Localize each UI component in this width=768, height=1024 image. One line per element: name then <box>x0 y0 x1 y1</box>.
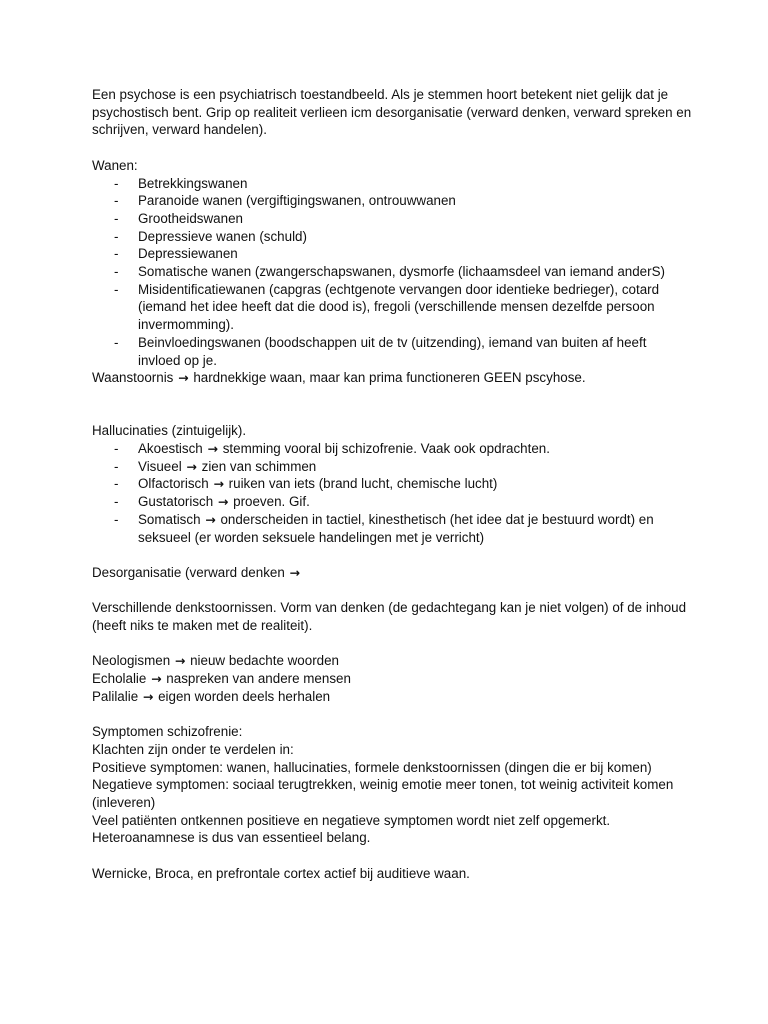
list-item <box>92 192 692 210</box>
term: Akoestisch <box>138 441 203 457</box>
arrow-right-icon: → <box>217 494 229 510</box>
arrow-right-icon: → <box>186 458 197 474</box>
symptomen-line: Negatieve symptomen: sociaal terugtrekken, weinig emotie meer tonen, tot weinig activiteit komen (inleveren) <box>92 777 674 811</box>
desorganisatie-heading <box>92 564 692 582</box>
hallucinaties-list <box>92 440 692 546</box>
term-description: proeven. Gif. <box>233 494 310 510</box>
list-item <box>92 281 692 334</box>
closing-line: Wernicke, Broca, en prefrontale cortex actief bij auditieve waan. <box>92 865 470 881</box>
term-line <box>92 688 692 706</box>
term: Echolalie <box>92 671 147 687</box>
term: Neologismen <box>92 653 171 669</box>
bullet: - <box>114 511 119 527</box>
list-item-text: Misidentificatiewanen (capgras (echtgenote vervangen door identieke bedrieger), cotard (iemand het idee heeft dat die dood is), fregoli (verschillende mensen dezelfde persoon invermomming). <box>138 281 660 333</box>
hallucinaties-heading: Hallucinaties (zintuigelijk). <box>92 423 247 439</box>
list-item <box>92 493 692 511</box>
list-item <box>92 440 692 458</box>
term-description: hardnekkige waan, maar kan prima functioneren GEEN pscyhose. <box>193 370 586 386</box>
list-item <box>92 475 692 493</box>
bullet: - <box>114 476 119 492</box>
intro-paragraph: Een psychose is een psychiatrisch toestandbeeld. Als je stemmen hoort betekent niet gelijk dat je psychostisch bent. Grip op realiteit verlieen icm desorganisatie (verward denken, verward spreken en schrijven, verward handelen). <box>92 87 692 138</box>
bullet: - <box>114 175 119 191</box>
spacer <box>92 546 692 564</box>
list-item-text: Depressieve wanen (schuld) <box>138 228 307 244</box>
term-description: eigen worden deels herhalen <box>158 688 331 704</box>
spacer <box>92 847 692 865</box>
list-item-text: Beinvloedingswanen (boodschappen uit de tv (uitzending), iemand van buiten af heeft invloed op je. <box>138 334 647 368</box>
list-item <box>92 511 692 546</box>
symptomen-line: Klachten zijn onder te verdelen in: <box>92 741 294 757</box>
term-line <box>92 652 692 670</box>
bullet: - <box>114 264 119 280</box>
term: Olfactorisch <box>138 476 209 492</box>
term-description: onderscheiden in tactiel, kinesthetisch (het idee dat je bestuurd wordt) en seksueel (er worden seksuele handelingen met je verricht) <box>138 511 654 545</box>
wanen-list <box>92 175 692 370</box>
spacer <box>92 635 692 653</box>
list-item-text: Somatische wanen (zwangerschapswanen, dysmorfe (lichaamsdeel van iemand anderS) <box>138 264 665 280</box>
bullet: - <box>114 441 119 457</box>
heading-text: Desorganisatie (verward denken <box>92 564 285 580</box>
symptomen-line: Heteroanamnese is dus van essentieel belang. <box>92 830 371 846</box>
denkstoornissen-paragraph: Verschillende denkstoornissen. Vorm van denken (de gedachtegang kan je niet volgen) of de inhoud (heeft niks te maken met de realiteit). <box>92 600 687 634</box>
bullet: - <box>114 210 119 226</box>
list-item <box>92 210 692 228</box>
arrow-right-icon: → <box>178 370 189 386</box>
arrow-right-icon: → <box>207 441 218 457</box>
list-item <box>92 334 692 369</box>
arrow-right-icon: → <box>174 653 186 669</box>
waanstoornis-line <box>92 369 692 387</box>
term: Somatisch <box>138 511 201 527</box>
term: Palilalie <box>92 688 139 704</box>
term: Waanstoornis <box>92 370 174 386</box>
bullet: - <box>114 246 119 262</box>
term-description: ruiken van iets (brand lucht, chemische lucht) <box>228 476 498 492</box>
bullet: - <box>114 281 119 297</box>
list-item <box>92 245 692 263</box>
arrow-right-icon: → <box>142 688 154 704</box>
symptomen-line: Veel patiënten ontkennen positieve en negatieve symptomen wordt niet zelf opgemerkt. <box>92 812 611 828</box>
bullet: - <box>114 458 119 474</box>
arrow-right-icon: → <box>289 564 300 580</box>
symptomen-heading: Symptomen schizofrenie: <box>92 724 243 740</box>
bullet: - <box>114 494 119 510</box>
arrow-right-icon: → <box>213 476 224 492</box>
list-item <box>92 458 692 476</box>
bullet: - <box>114 334 119 350</box>
spacer <box>92 139 692 157</box>
list-item-text: Depressiewanen <box>138 246 238 262</box>
list-item <box>92 228 692 246</box>
spacer <box>92 582 692 600</box>
term: Visueel <box>138 458 182 474</box>
list-item-text: Grootheidswanen <box>138 210 243 226</box>
term-line <box>92 670 692 688</box>
term-description: nieuw bedachte woorden <box>190 653 340 669</box>
spacer <box>92 706 692 724</box>
term-description: naspreken van andere mensen <box>166 671 351 687</box>
arrow-right-icon: → <box>205 511 216 527</box>
list-item <box>92 175 692 193</box>
list-item-text: Betrekkingswanen <box>138 175 248 191</box>
symptomen-line: Positieve symptomen: wanen, hallucinaties, formele denkstoornissen (dingen die er bij komen) <box>92 759 652 775</box>
document-body <box>92 86 692 883</box>
list-item-text: Paranoide wanen (vergiftigingswanen, ontrouwwanen <box>138 193 456 209</box>
term-description: zien van schimmen <box>201 458 317 474</box>
term: Gustatorisch <box>138 494 214 510</box>
spacer <box>92 387 692 422</box>
list-item <box>92 263 692 281</box>
bullet: - <box>114 228 119 244</box>
arrow-right-icon: → <box>151 671 162 687</box>
bullet: - <box>114 193 119 209</box>
term-description: stemming vooral bij schizofrenie. Vaak ook opdrachten. <box>222 441 550 457</box>
wanen-heading: Wanen: <box>92 157 138 173</box>
